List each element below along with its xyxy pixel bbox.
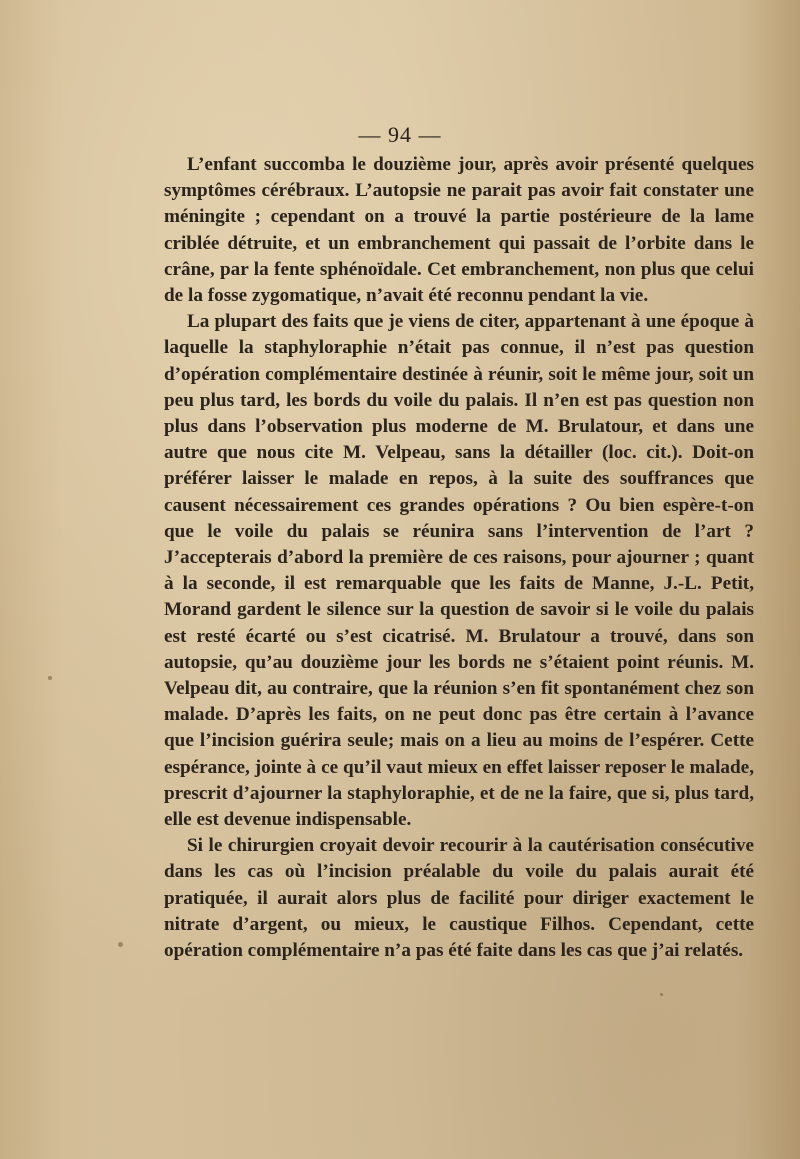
paragraph-3: Si le chirurgien croyait devoir recourir à la cautérisation consécutive dans les cas où l’incision préalable du voile du palais aurait été pratiquée, il aurait alors plus de facilité pour diriger exactement le nitrate d’argent, ou mieux, le caustique Filhos. Cependant, cette opération complémentaire n’a pas été faite dans les cas que j’ai relatés. xyxy=(164,835,754,962)
ink-speck xyxy=(660,993,663,996)
paragraph-2: La plupart des faits que je viens de citer, appartenant à une époque à laquelle la staphyloraphie n’était pas connue, il n’est pas question d’opération complémentaire destinée à réunir, soit le même jour, soit un peu plus tard, les bords du voile du palais. Il n’en est pas question non plus dans l’observation plus moderne de M. Brulatour, et dans une autre que nous cite M. Velpeau, sans la détailler (loc. cit.). Doit-on préférer laisser le malade en repos, à la suite des souffrances que causent nécessairement ces grandes opérations ? Ou bien espère-t-on que le voile du palais se réunira sans l’intervention de l’art ? J’accepterais d’abord la première de ces raisons, pour ajourner ; quant à la seconde, il est remarquable que les faits de Manne, J.-L. Petit, Morand gardent le silence sur la question de savoir si le voile du palais est resté écarté ou s’est cicatrisé. M. Brulatour a trouvé, dans son autopsie, qu’au douzième jour les bords ne s’étaient point réunis. M. Velpeau dit, au contraire, que la réunion s’en fit spontanément chez son malade. D’après les faits, on ne peut donc pas être certain à l’avance que l’incision guérira seule; mais on a lieu au moins de l’espérer. Cette espérance, jointe à ce qu’il vaut mieux en effet laisser reposer le malade, prescrit d’ajourner la staphyloraphie, et de ne la faire, que si, plus tard, elle est devenue indispensable. xyxy=(164,311,754,831)
paragraph-1: L’enfant succomba le douzième jour, après avoir présenté quelques symptômes cérébraux. L’autopsie ne parait pas avoir fait constater une méningite ; cependant on a trouvé la partie postérieure de la lame criblée détruite, et un embranchement qui passait de l’orbite dans le crâne, par la fente sphénoïdale. Cet embranchement, non plus que celui de la fosse zygomatique, n’avait été reconnu pendant la vie. xyxy=(164,154,754,307)
ink-speck xyxy=(118,942,123,947)
page-number: — 94 — xyxy=(358,122,442,147)
ink-speck xyxy=(48,676,52,680)
body-text xyxy=(164,152,754,964)
